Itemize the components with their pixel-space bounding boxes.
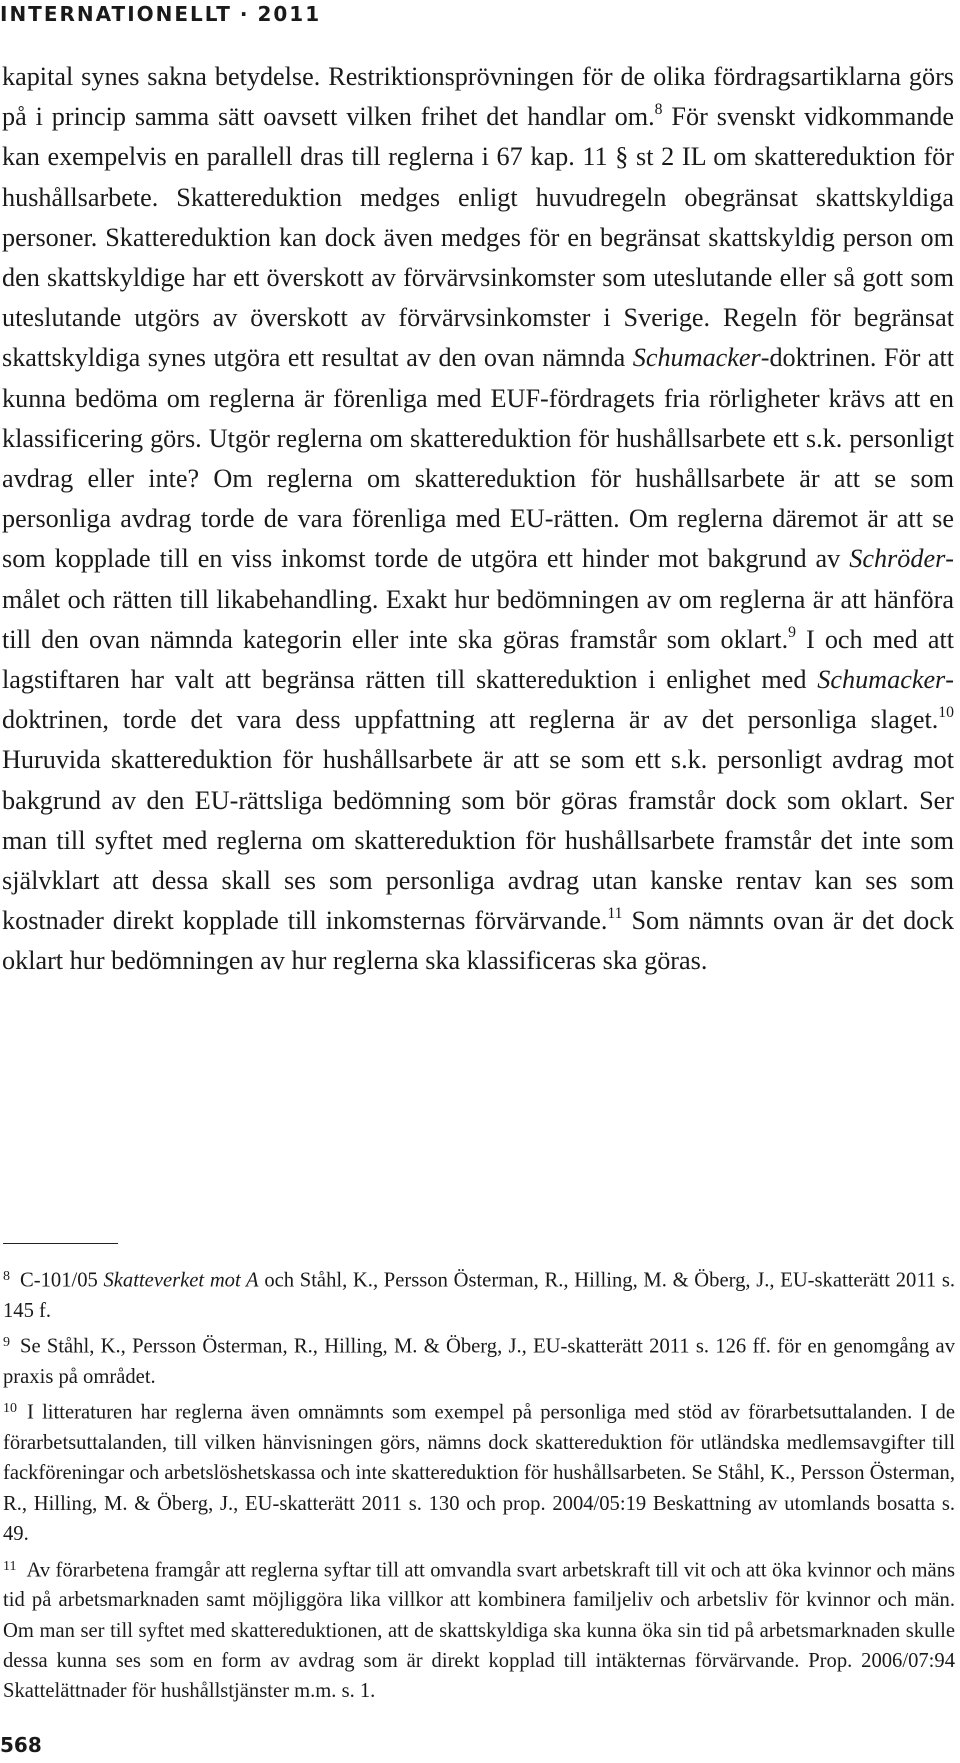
body-text-3: -doktrinen. För att kunna bedöma om reglerna är förenliga med EUF-fördragets fria rörligheter krävs att en klassificering görs. Utgör reglerna om skattereduktion för hushållsarbete ett s.k. personligt avdrag eller inte? Om reglerna om skattereduktion för hushållsarbete är att se som personliga avdrag torde de vara förenliga med EU-rätten. Om reglerna däremot är att se som kopplade till en viss inkomst torde de utgöra ett hinder mot bakgrund av: [2, 343, 954, 574]
body-text-4: -målet och rätten till likabehandling. Exakt hur bedömningen av om reglerna är att hänföra till den ovan nämnda kategorin eller inte ska göras framstår som oklart.: [2, 544, 954, 654]
footnote-text: C-101/05: [20, 1269, 104, 1292]
body-text-2: För svenskt vidkommande kan exempelvis en parallell dras till reglerna i 67 kap. 11 § st 2 IL om skattereduktion för hushållsarbete. Skattereduktion medges enligt huvudregeln obegränsat skattskyldiga personer. Skattereduktion kan dock även medges för en begränsat skattskyldig person om den skattskyldige har ett överskott av förvärvsinkomster som uteslutande eller så gott som uteslutande utgörs av överskott av förvärvsinkomster i Sverige. Regeln för begränsat skattskyldiga synes utgöra ett resultat av den ovan nämnda: [2, 102, 954, 373]
footnote-text: Av förarbetena framgår att reglerna syftar till att omvandla svart arbetskraft till vit och att öka kvinnor och mäns tid på arbetsmarknaden samt möjliggöra lika villkor att kombinera familjeliv och arbetsliv för kvinnor och män. Om man ser till syftet med skattereduktionen, att de skattskyldiga ska kunna öka sin tid på arbetsmarknaden skulle dessa kunna ses som en form av avdrag som är direkt kopplad till intäkternas förvärvande. Prop. 2006/07:94 Skattelättnader för hushållstjänster m.m. s. 1.: [3, 1558, 955, 1703]
footnote-11: [3, 1552, 955, 1707]
footnotes: [3, 1262, 955, 1709]
footnote-case-name: Skatteverket mot A: [103, 1269, 259, 1292]
header-section: INTERNATIONELLT: [0, 2, 232, 26]
case-name-schumacker: Schumacker: [632, 343, 761, 373]
body-text-8: Som nämnts ovan är det dock oklart hur bedömningen av hur reglerna ska klassificeras ska göras.: [2, 906, 954, 976]
footnote-divider: [3, 1243, 118, 1244]
footnote-number: 8: [3, 1269, 10, 1284]
case-name-schroder: Schröder: [849, 544, 946, 574]
footnote-text: I litteraturen har reglerna även omnämnts som exempel på personliga med stöd av förarbetsuttalanden. I de förarbetsuttalanden, till vilken hänvisningen görs, nämns dock skattereduktion för utländska medlemsavgifter till fackföreningar och arbetslöshetskassa och inte skattereduktion för hushållsarbeten. Se Ståhl, K., Persson Österman, R., Hilling, M. & Öberg, J., EU-skatterätt 2011 s. 130 och prop. 2004/05:19 Beskattning av utomlands bosatta s. 49.: [3, 1401, 955, 1546]
footnote-10: [3, 1394, 955, 1549]
footnote-text: och Ståhl, K., Persson Österman, R., Hilling, M. & Öberg, J., EU-skatterätt 2011 s. 145 f.: [3, 1269, 956, 1322]
footnote-9: [3, 1328, 955, 1392]
footnote-ref-10: 10: [938, 704, 954, 722]
footnote-text: Se Ståhl, K., Persson Österman, R., Hilling, M. & Öberg, J., EU-skatterätt 2011 s. 126 ff. för en genomgång av praxis på området.: [3, 1335, 955, 1388]
body-text-1: kapital synes sakna betydelse. Restriktionsprövningen för de olika fördragsartiklarna görs på i princip samma sätt oavsett vilken frihet det handlar om.: [2, 62, 954, 132]
body-text-5: I och med att lagstiftaren har valt att begränsa rätten till skattereduktion i enlighet med: [2, 624, 955, 695]
running-header: [0, 2, 321, 32]
header-year: 2011: [257, 2, 322, 26]
page-number: 568: [0, 1733, 42, 1757]
footnote-ref-8: 8: [654, 101, 663, 119]
header-separator: ·: [239, 2, 250, 26]
footnote-ref-9: 9: [788, 623, 796, 641]
footnote-number: 9: [3, 1335, 10, 1351]
footnote-8: [3, 1262, 955, 1326]
footnote-number: 11: [3, 1558, 17, 1574]
body-text-6: -doktrinen, torde det vara dess uppfattning att reglerna är av det personliga slaget.: [2, 665, 954, 735]
body-paragraph: [2, 57, 954, 982]
body-text-7: Huruvida skattereduktion för hushållsarbete är att se som ett s.k. personligt avdrag mot bakgrund av den EU-rättsliga bedömning som bör göras framstår dock som oklart. Ser man till syftet med reglerna om skattereduktion för hushållsarbete framstår det inte som självklart att dessa skall ses som personliga avdrag utan kanske rentav kan ses som kostnader direkt kopplade till inkomsternas förvärvande.: [2, 745, 954, 936]
footnote-number: 10: [3, 1401, 17, 1417]
footnote-ref-11: 11: [607, 905, 623, 923]
case-name-schumacker-2: Schumacker: [817, 665, 946, 695]
